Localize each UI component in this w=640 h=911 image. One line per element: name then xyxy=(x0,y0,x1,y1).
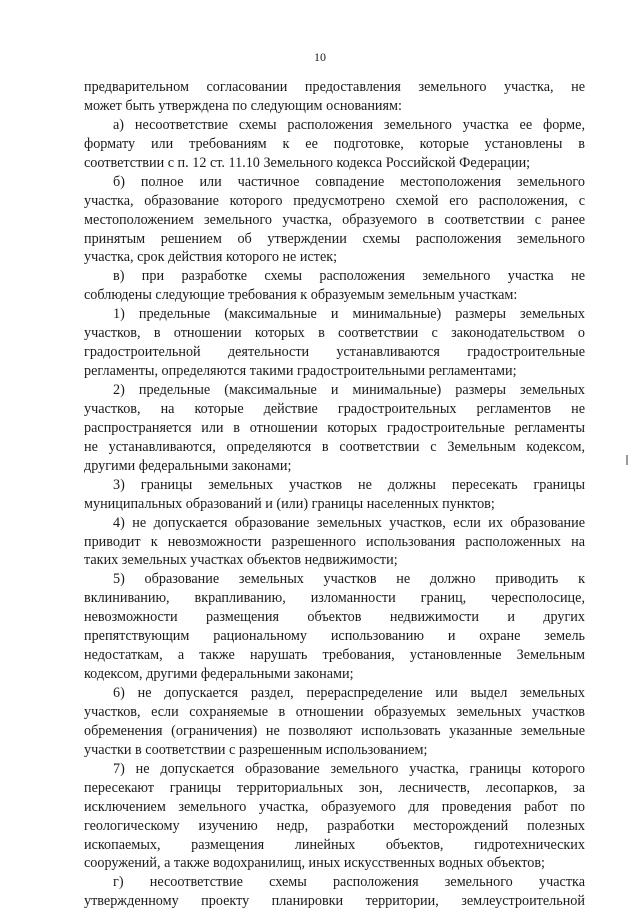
text-line: ископаемых, размещения линейных объектов, гидротехнических xyxy=(84,836,585,853)
text-line: муниципальных образований и (или) границы населенных пунктов; xyxy=(84,495,495,512)
text-line: 6) не допускается раздел, перераспределение или выдел земельных xyxy=(113,685,585,701)
text-line: а) несоответствие схемы расположения земельного участка ее форме, xyxy=(113,116,585,133)
text-line: может быть утверждена по следующим основаниям: xyxy=(84,97,402,114)
text-line: вклиниванию, вкрапливанию, изломанности границ, чересполосице, xyxy=(84,590,585,607)
text-line: соответствии с п. 12 ст. 11.10 Земельного кодекса Российской Федерации; xyxy=(84,154,531,171)
text-line: участки в соответствии с разрешенным использованием; xyxy=(84,741,428,758)
text-line: недостаткам, а также нарушать требования, установленные Земельным xyxy=(84,647,585,664)
text-line: таких земельных участках объектов недвижимости; xyxy=(84,552,398,569)
text-line: 7) не допускается образование земельного участка, границы которого xyxy=(113,760,585,777)
text-line: участка, образование которого предусмотрено схемой его расположения, с xyxy=(84,192,585,209)
text-line: препятствующим рациональному использованию и охране земель xyxy=(84,628,585,645)
text-line: предварительном согласовании предоставления земельного участка, не xyxy=(84,79,585,95)
text-line: соблюдены следующие требования к образуемым земельным участкам: xyxy=(84,287,518,304)
text-line: сооружений, а также водохранилищ, иных искусственных водных объектов; xyxy=(84,855,545,872)
text-line: 3) границы земельных участков не должны пересекать границы xyxy=(113,476,585,493)
text-line: обременения (ограничения) не позволяют использовать указанные земельные xyxy=(84,722,585,739)
text-line: приводит к невозможности разрешенного использования расположенных на xyxy=(84,533,585,550)
text-line: другими федеральными законами; xyxy=(84,457,292,474)
text-line: утвержденному проекту планировки территории, землеустроительной xyxy=(84,893,585,910)
text-line: б) полное или частичное совпадение местоположения земельного xyxy=(113,173,585,190)
text-line: не устанавливаются, определяются в соответствии с Земельным кодексом, xyxy=(84,438,585,455)
margin-scan-mark xyxy=(626,455,628,465)
text-line: распространяется или в отношении которых градостроительные регламенты xyxy=(84,419,585,436)
text-line: 4) не допускается образование земельных участков, если их образование xyxy=(113,514,585,531)
text-line: местоположением земельного участка, образуемого в соответствии с ранее xyxy=(84,211,585,228)
text-line: формату или требованиям к ее подготовке, которые установлены в xyxy=(84,135,585,152)
text-line: 5) образование земельных участков не должно приводить к xyxy=(113,571,585,588)
text-line: невозможности размещения объектов недвижимости и других xyxy=(84,609,585,626)
text-line: в) при разработке схемы расположения земельного участка не xyxy=(113,268,585,285)
document-body xyxy=(84,78,585,911)
text-line: 2) предельные (максимальные и минимальные) размеры земельных xyxy=(113,382,585,398)
text-line: градостроительной деятельности устанавливаются градостроительные xyxy=(84,344,585,361)
text-line: кодексом, другими федеральными законами; xyxy=(84,666,354,683)
text-line: геологическому изучению недр, разработки месторождений полезных xyxy=(84,817,585,834)
text-line: 1) предельные (максимальные и минимальные) размеры земельных xyxy=(113,306,585,323)
text-line: участков, если сохраняемые в отношении образуемых земельных участков xyxy=(84,703,585,720)
text-line: участков, на которые действие градостроительных регламентов не xyxy=(84,400,585,417)
text-line: г) несоответствие схемы расположения земельного участка xyxy=(113,874,585,891)
text-line: исключением земельного участка, образуемого для проведения работ по xyxy=(84,798,585,815)
text-line: пересекают границы территориальных зон, лесничеств, лесопарков, за xyxy=(84,779,585,796)
text-line: участка, срок действия которого не истек; xyxy=(84,249,338,266)
text-line: участков, в отношении которых в соответствии с законодательством о xyxy=(84,325,585,342)
page-number: 10 xyxy=(314,50,326,64)
text-line: регламенты, определяются такими градостроительными регламентами; xyxy=(84,363,517,380)
text-line: принятым решением об утверждении схемы расположения земельного xyxy=(84,230,585,247)
